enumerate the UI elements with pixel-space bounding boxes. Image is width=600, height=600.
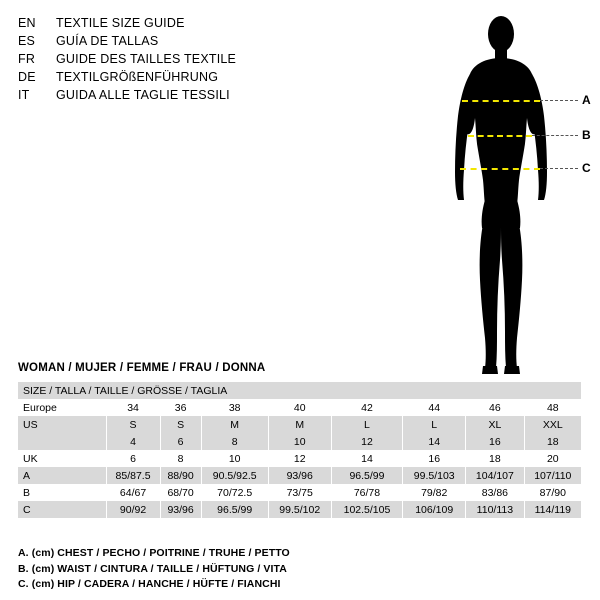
cell: 106/109: [403, 501, 466, 518]
legend-waist: B. (cm) WAIST / CINTURA / TAILLE / HÜFTUNG / VITA: [18, 562, 287, 575]
row-label: UK: [18, 450, 106, 467]
cell: 14: [403, 433, 466, 450]
cell: 64/67: [106, 484, 160, 501]
cell: 107/110: [524, 467, 581, 484]
language-title: GUIDA ALLE TAGLIE TESSILI: [56, 88, 230, 102]
language-row: [18, 50, 438, 68]
cell: 12: [268, 450, 331, 467]
cell: 93/96: [160, 501, 201, 518]
size-table: [18, 382, 582, 518]
cell: 73/75: [268, 484, 331, 501]
hip-leader-line: [540, 168, 578, 169]
row-label: US: [18, 416, 106, 433]
language-code: EN: [18, 16, 36, 30]
cell: 104/107: [466, 467, 524, 484]
cell: XXL: [524, 416, 581, 433]
cell: 4: [106, 433, 160, 450]
cell: 44: [403, 399, 466, 416]
cell: 8: [160, 450, 201, 467]
cell: 20: [524, 450, 581, 467]
language-row: [18, 68, 438, 86]
cell: S: [160, 416, 201, 433]
cell: 83/86: [466, 484, 524, 501]
cell: 8: [201, 433, 268, 450]
chest-measure-line: [462, 100, 540, 102]
row-label: [18, 433, 106, 450]
size-header-cell: SIZE / TALLA / TAILLE / GRÖSSE / TAGLIA: [18, 382, 582, 399]
cell: 16: [466, 433, 524, 450]
cell: 48: [524, 399, 581, 416]
cell: L: [331, 416, 403, 433]
cell: 88/90: [160, 467, 201, 484]
language-code: DE: [18, 70, 36, 84]
cell: 40: [268, 399, 331, 416]
table-row: [18, 399, 582, 416]
waist-leader-line: [532, 135, 578, 136]
language-code: ES: [18, 34, 36, 48]
cell: M: [268, 416, 331, 433]
cell: 99.5/102: [268, 501, 331, 518]
row-label: A: [18, 467, 106, 484]
language-row: [18, 14, 438, 32]
cell: 16: [403, 450, 466, 467]
group-label: WOMAN / MUJER / FEMME / FRAU / DONNA: [18, 362, 266, 374]
cell: 102.5/105: [331, 501, 403, 518]
cell: 90/92: [106, 501, 160, 518]
table-row: [18, 433, 582, 450]
cell: 76/78: [331, 484, 403, 501]
cell: 38: [201, 399, 268, 416]
row-label: B: [18, 484, 106, 501]
cell: 70/72.5: [201, 484, 268, 501]
cell: 99.5/103: [403, 467, 466, 484]
cell: 18: [466, 450, 524, 467]
language-row: [18, 32, 438, 50]
language-code: FR: [18, 52, 36, 66]
cell: 12: [331, 433, 403, 450]
cell: 36: [160, 399, 201, 416]
language-code: IT: [18, 88, 30, 102]
table-row: [18, 450, 582, 467]
cell: 96.5/99: [331, 467, 403, 484]
cell: 34: [106, 399, 160, 416]
legend-chest: A. (cm) CHEST / PECHO / POITRINE / TRUHE / PETTO: [18, 547, 290, 559]
table-row: [18, 416, 582, 433]
language-header: [18, 14, 438, 104]
table-row: [18, 467, 582, 484]
cell: 79/82: [403, 484, 466, 501]
chest-leader-line: [540, 100, 578, 101]
table-row: [18, 501, 582, 518]
waist-measure-line: [468, 135, 532, 137]
female-body-figure: [400, 8, 600, 388]
language-row: [18, 86, 438, 104]
language-title: GUÍA DE TALLAS: [56, 34, 159, 48]
cell: 42: [331, 399, 403, 416]
cell: 14: [331, 450, 403, 467]
chest-label: A: [582, 93, 591, 107]
cell: 87/90: [524, 484, 581, 501]
measurement-legend: [18, 546, 582, 593]
row-label: C: [18, 501, 106, 518]
language-title: TEXTILGRÖßENFÜHRUNG: [56, 70, 219, 84]
cell: 68/70: [160, 484, 201, 501]
cell: 6: [160, 433, 201, 450]
cell: 90.5/92.5: [201, 467, 268, 484]
size-table-wrap: [18, 382, 582, 518]
cell: 96.5/99: [201, 501, 268, 518]
waist-label: B: [582, 128, 591, 142]
cell: 6: [106, 450, 160, 467]
cell: 93/96: [268, 467, 331, 484]
table-row: [18, 484, 582, 501]
cell: S: [106, 416, 160, 433]
cell: 85/87.5: [106, 467, 160, 484]
cell: 18: [524, 433, 581, 450]
cell: M: [201, 416, 268, 433]
female-silhouette-icon: [400, 8, 600, 388]
legend-hip: C. (cm) HIP / CADERA / HANCHE / HÜFTE / FIANCHI: [18, 578, 281, 590]
hip-measure-line: [460, 168, 540, 170]
hip-label: C: [582, 161, 591, 175]
cell: L: [403, 416, 466, 433]
cell: 110/113: [466, 501, 524, 518]
cell: 10: [201, 450, 268, 467]
language-title: TEXTILE SIZE GUIDE: [56, 16, 185, 30]
cell: 10: [268, 433, 331, 450]
cell: XL: [466, 416, 524, 433]
cell: 46: [466, 399, 524, 416]
language-title: GUIDE DES TAILLES TEXTILE: [56, 52, 237, 66]
table-header-row: [18, 382, 582, 399]
cell: 114/119: [524, 501, 581, 518]
row-label: Europe: [18, 399, 106, 416]
